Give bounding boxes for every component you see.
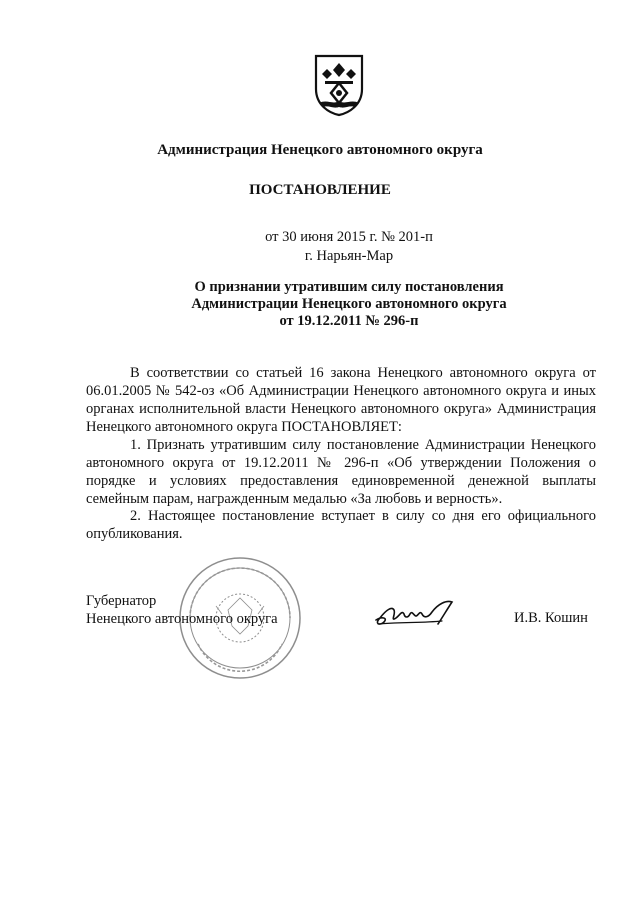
signatory-title [86, 592, 278, 628]
document-subject [0, 279, 640, 330]
organization-name: Администрация Ненецкого автономного округа [157, 142, 483, 158]
body-paragraph-item-2: 2. Настоящее постановление вступает в силу со дня его официального опубликования. [86, 508, 596, 542]
body-paragraph-item-1: 1. Признать утратившим силу постановление Администрации Ненецкого автономного округа от 19.12.2011 № 296-п «Об утверждении Положения о порядке и условиях предоставления единовременной денежной выплаты семейным парам, награжденным медалью «За любовь и верность». [86, 437, 596, 507]
body-paragraph-preamble: В соответствии со статьей 16 закона Ненецкого автономного округа от 06.01.2005 № 542-оз «Об Администрации Ненецкого автономного округа и иных органах исполнительной власти Ненецкого автономного округа» Администрация Ненецкого автономного округа ПОСТАНОВЛЯЕТ: [86, 365, 596, 435]
subject-line: от 19.12.2011 № 296-п [279, 313, 419, 329]
document-date-number: от 30 июня 2015 г. № 201-п [265, 229, 433, 245]
subject-line: О признании утратившим силу постановления [194, 279, 504, 295]
signatory-title-line: Губернатор [86, 593, 157, 609]
handwritten-signature-icon [372, 596, 472, 630]
subject-line: Администрации Ненецкого автономного округа [191, 296, 507, 312]
signatory-title-line: Ненецкого автономного округа [86, 611, 278, 627]
coat-of-arms-icon [313, 53, 365, 117]
document-city: г. Нарьян-Мар [304, 248, 394, 264]
signatory-name: И.В. Кошин [514, 610, 588, 626]
document-type: ПОСТАНОВЛЕНИЕ [249, 182, 391, 198]
